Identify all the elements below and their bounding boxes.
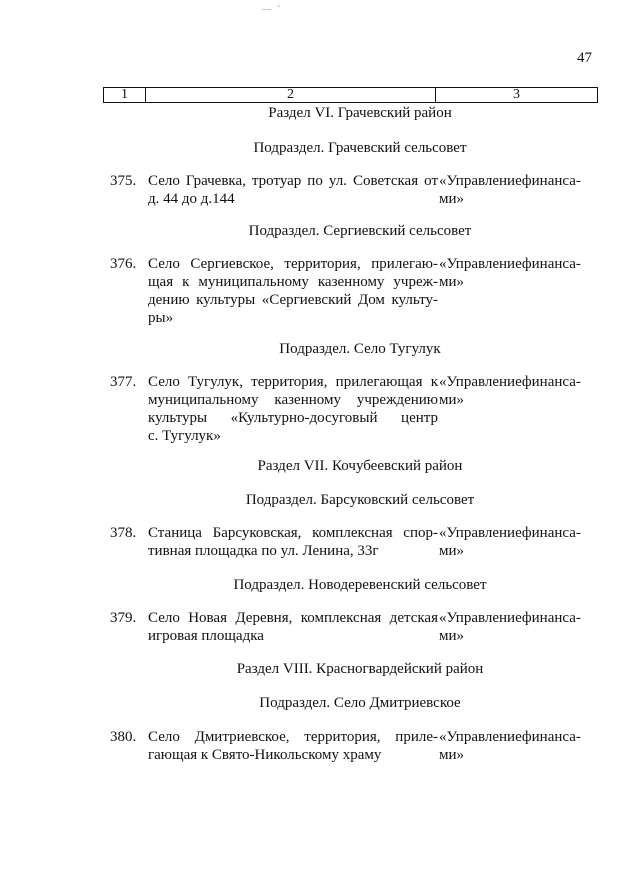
column-header-3: 3: [513, 87, 520, 102]
organization-line: ми»: [439, 628, 465, 644]
description-line: дению культуры «Сергиевский Дом культу-: [148, 292, 438, 308]
description-line: муниципальному казенному учреждению: [148, 392, 438, 408]
organization-word: финанса-: [521, 729, 581, 745]
description-line: Село Дмитриевское, территория, приле-: [148, 729, 438, 745]
organization-word: «Управление: [439, 610, 522, 626]
description-line: гающая к Свято-Никольскому храму: [148, 747, 382, 763]
subsection-heading: Подраздел. Барсуковский сельсовет: [245, 492, 475, 508]
entry-description: [148, 255, 438, 327]
entry-organization: [439, 373, 597, 409]
description-line: с. Тугулук»: [148, 428, 221, 444]
description-line: д. 44 до д.144: [148, 191, 235, 207]
subsection-heading: Подраздел. Село Тугулук: [279, 341, 441, 357]
entry-number: 378.: [110, 525, 137, 541]
entry-organization: [439, 728, 597, 764]
page-number: 47: [577, 50, 592, 66]
organization-word: финанса-: [521, 173, 581, 189]
organization-word: финанса-: [521, 374, 581, 390]
scan-marks: — ˘: [262, 4, 283, 14]
organization-word: «Управление: [439, 173, 522, 189]
entry-number: 375.: [110, 173, 137, 189]
organization-word: «Управление: [439, 525, 522, 541]
section-heading: Раздел VII. Кочубеевский район: [257, 458, 463, 474]
entry-number: 379.: [110, 610, 137, 626]
entry-number: 376.: [110, 256, 137, 272]
entry-number: 380.: [110, 729, 137, 745]
entry-organization: [439, 524, 597, 560]
entry-organization: [439, 609, 597, 645]
subsection-heading: Подраздел. Сергиевский сельсовет: [248, 223, 472, 239]
entry-organization: [439, 255, 597, 291]
organization-line: ми»: [439, 274, 465, 290]
description-line: игровая площадка: [148, 628, 264, 644]
entry-organization: [439, 172, 597, 208]
description-line: щая к муниципальному казенному учреж-: [148, 274, 438, 290]
description-line: культуры «Культурно-досуговый центр: [148, 410, 438, 426]
description-line: Село Сергиевское, территория, прилегаю-: [148, 256, 438, 272]
organization-line: ми»: [439, 191, 465, 207]
organization-word: финанса-: [521, 256, 581, 272]
description-line: ры»: [148, 310, 174, 326]
column-header-row: [103, 87, 598, 103]
subsection-heading: Подраздел. Новодеревенский сельсовет: [233, 577, 487, 593]
section-heading: Раздел VI. Грачевский район: [268, 105, 452, 121]
subsection-heading: Подраздел. Грачевский сельсовет: [253, 140, 467, 156]
entry-description: [148, 373, 438, 445]
entry-number: 377.: [110, 374, 137, 390]
column-header-2: 2: [146, 88, 436, 102]
organization-word: «Управление: [439, 374, 522, 390]
description-line: тивная площадка по ул. Ленина, 33г: [148, 543, 379, 559]
entry-description: [148, 172, 438, 208]
organization-line: ми»: [439, 543, 465, 559]
subsection-heading: Подраздел. Село Дмитриевское: [259, 695, 461, 711]
entry-description: [148, 609, 438, 645]
organization-word: финанса-: [521, 525, 581, 541]
description-line: Село Грачевка, тротуар по ул. Советская от: [148, 173, 438, 189]
description-line: Село Новая Деревня, комплексная детская: [148, 610, 438, 626]
organization-line: ми»: [439, 747, 465, 763]
description-line: Село Тугулук, территория, прилегающая к: [148, 374, 438, 390]
column-header-1: 1: [104, 88, 146, 102]
organization-word: «Управление: [439, 256, 522, 272]
section-heading: Раздел VIII. Красногвардейский район: [236, 661, 484, 677]
organization-line: ми»: [439, 392, 465, 408]
description-line: Станица Барсуковская, комплексная спор-: [148, 525, 438, 541]
entry-description: [148, 728, 438, 764]
entry-description: [148, 524, 438, 560]
organization-word: «Управление: [439, 729, 522, 745]
organization-word: финанса-: [521, 610, 581, 626]
